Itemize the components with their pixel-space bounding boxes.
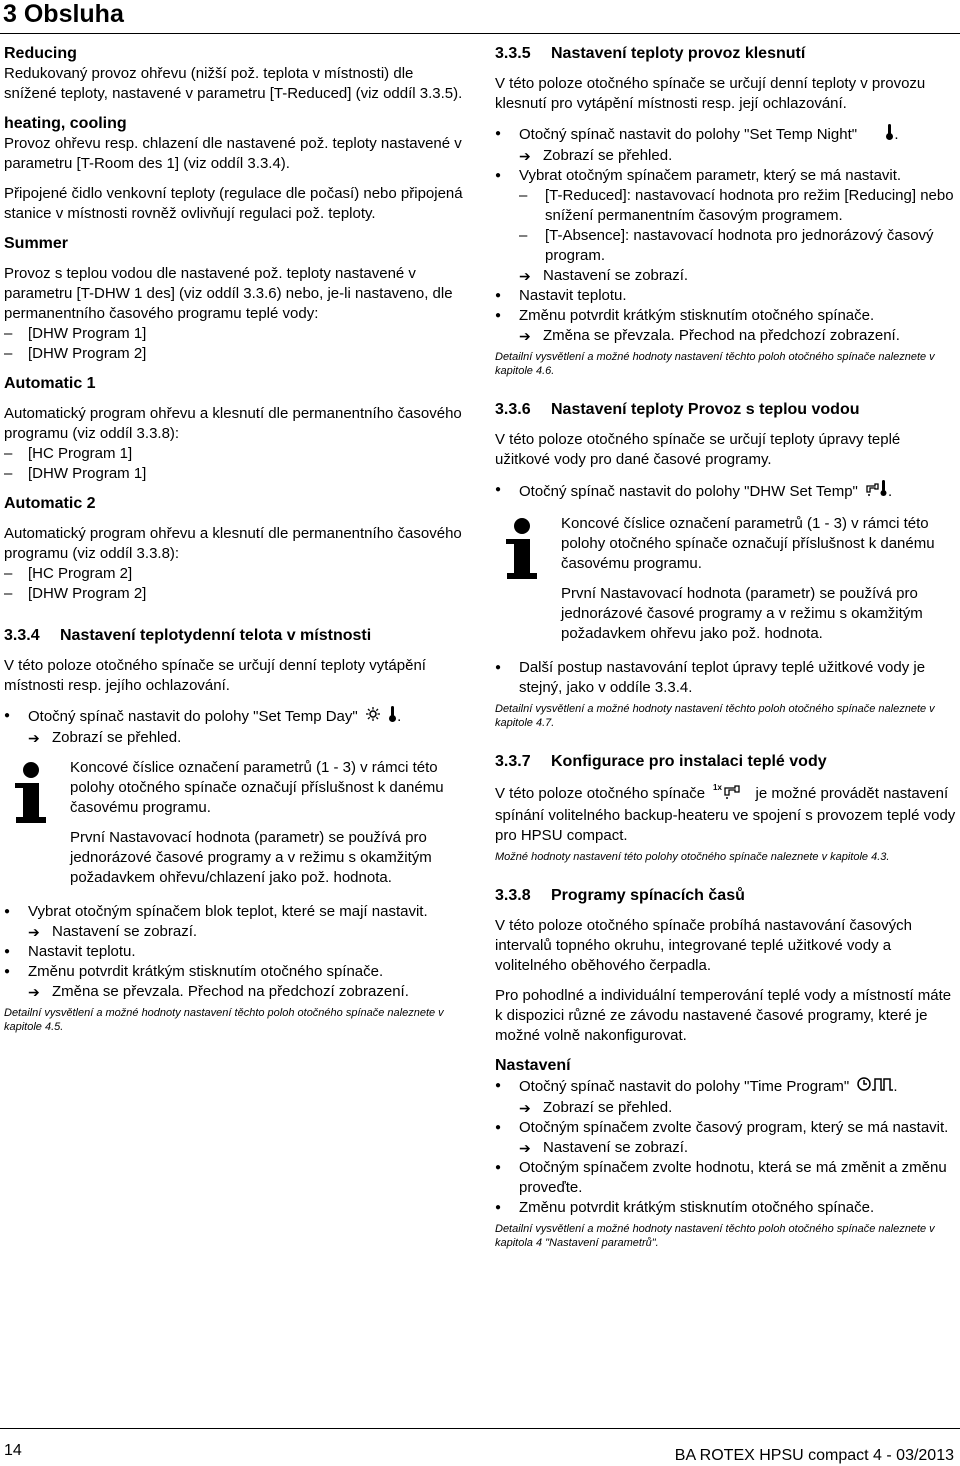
reducing-text: Redukovaný provoz ohřevu (nižší pož. teplota v místnosti) dle snížené teploty, nastavené v parametru [T-Reduced] (viz oddíl 3.3.5). xyxy=(4,65,463,102)
section-title: Konfigurace pro instalaci teplé vody xyxy=(551,753,827,770)
footnote: Detailní vysvětlení a možné hodnoty nastavení těchto poloh otočného spínače naleznete v kapitole 4.5. xyxy=(4,1007,444,1033)
section-title: Nastavení teploty provoz klesnutí xyxy=(551,45,806,62)
list-item: – [T-Reduced]: nastavovací hodnota pro režim [Reducing] nebo snížení permanentním časovým programem. xyxy=(495,186,957,226)
section-number: 3.3.4 xyxy=(4,627,40,644)
auto2-list xyxy=(4,564,466,604)
list-item: – [DHW Program 2] xyxy=(4,584,466,604)
list-item: – [DHW Program 1] xyxy=(4,324,466,344)
step-item: ● Otočným spínačem zvolte hodnotu, která se má změnit a změnu proveďte. xyxy=(495,1158,957,1198)
svg-text:1x: 1x xyxy=(713,783,723,792)
auto1-text: Automatický program ohřevu a klesnutí dle permanentního časového programu (viz oddíl 3.3.8): xyxy=(4,405,462,442)
section-heading-337 xyxy=(495,752,957,772)
heating-text: Provoz ohřevu resp. chlazení dle nastavené pož. teploty nastavené v parametru [T-Room des 1] (viz oddíl 3.3.4). xyxy=(4,135,462,172)
steps-list xyxy=(4,902,466,1002)
step-item: ● Otočný spínač nastavit do polohy "Set Temp Day" . xyxy=(4,706,466,728)
step-item: ● Změnu potvrdit krátkým stisknutím otočného spínače. xyxy=(495,306,957,326)
result-item: ➔ Zobrazí se přehled. xyxy=(4,728,466,748)
result-item: ➔ Změna se převzala. Přechod na předchozí zobrazení. xyxy=(495,326,957,346)
result-item: ➔ Zobrazí se přehled. xyxy=(495,1098,957,1118)
document-id: BA ROTEX HPSU compact 4 - 03/2013 xyxy=(674,1447,954,1464)
step-item: ● Další postup nastavování teplot úpravy teplé užitkové vody je stejný, jako v oddíle 3.3.4. xyxy=(495,658,957,698)
paragraph: Pro pohodlné a individuální temperování teplé vody a místností máte k dispozici různé ze závodu nastavené časové programy, které je možné volně nakonfigurovat. xyxy=(495,987,952,1044)
auto2-text: Automatický program ohřevu a klesnutí dle permanentního časového programu (viz oddíl 3.3.8): xyxy=(4,525,462,562)
section-intro: V této poloze otočného spínače se určují denní teploty vytápění místnosti resp. jejího ochlazování. xyxy=(4,657,426,694)
result-item: ➔ Nastavení se zobrazí. xyxy=(4,922,466,942)
info-box xyxy=(495,514,957,644)
section-title: Programy spínacích časů xyxy=(551,887,745,904)
info-icon xyxy=(507,518,541,579)
paragraph: V této poloze otočného spínače probíhá nastavování časových intervalů topného okruhu, integrované teplé užitkové vody a volitelného oběhového čerpadla. xyxy=(495,917,912,974)
backup-heater-icon xyxy=(713,782,751,806)
sun-icon xyxy=(366,707,380,727)
info-text: První Nastavovací hodnota (parametr) se používá pro jednorázové časové programy a v režimu s okamžitým požadavkem ohřevu jako pož. hodnota. xyxy=(561,585,923,642)
section-heading-338 xyxy=(495,886,957,906)
info-icon xyxy=(16,762,50,823)
moon-icon xyxy=(865,125,877,145)
step-item: ● Vybrat otočným spínačem blok teplot, které se mají nastavit. xyxy=(4,902,466,922)
step-item: ● Otočný spínač nastavit do polohy "Set Temp Night" . xyxy=(495,124,957,146)
section-number: 3.3.6 xyxy=(495,401,531,418)
footnote: Detailní vysvětlení a možné hodnoty nastavení těchto poloh otočného spínače naleznete v kapitole 4.6. xyxy=(495,351,935,377)
step-item: ● Otočný spínač nastavit do polohy "Time Program" . xyxy=(495,1076,957,1098)
steps-list xyxy=(4,706,466,748)
info-text: Koncové číslice označení parametrů (1 - 3) v rámci této polohy otočného spínače označují příslušnost k danému časovému programu. xyxy=(561,515,935,572)
page-header xyxy=(0,0,960,34)
footnote: Detailní vysvětlení a možné hodnoty nastavení těchto poloh otočného spínače naleznete v kapitola 4 "Nastavení parametrů". xyxy=(495,1223,935,1249)
result-item: ➔ Změna se převzala. Přechod na předchozí zobrazení. xyxy=(4,982,466,1002)
section-title: Nastavení teplotydenní telota v místnosti xyxy=(60,627,372,644)
tap-thermometer-icon xyxy=(866,480,888,504)
nastaveni-title: Nastavení xyxy=(495,1057,571,1074)
auto2-title: Automatic 2 xyxy=(4,495,96,512)
list-item: – [HC Program 1] xyxy=(4,444,466,464)
section-number: 3.3.7 xyxy=(495,753,531,770)
list-item: – [DHW Program 1] xyxy=(4,464,466,484)
heating-title: heating, cooling xyxy=(4,115,127,132)
list-item: – [HC Program 2] xyxy=(4,564,466,584)
section-number: 3.3.5 xyxy=(495,45,531,62)
left-column xyxy=(4,44,466,1048)
time-program-icon xyxy=(857,1076,893,1098)
auto1-title: Automatic 1 xyxy=(4,375,96,392)
step-item: ● Změnu potvrdit krátkým stisknutím otočného spínače. xyxy=(495,1198,957,1218)
page-number: 14 xyxy=(4,1442,22,1459)
list-item: – [T-Absence]: nastavovací hodnota pro jednorázový časový program. xyxy=(495,226,957,266)
reducing-title: Reducing xyxy=(4,45,77,62)
section-title: Nastavení teploty Provoz s teplou vodou xyxy=(551,401,860,418)
section-heading-336 xyxy=(495,400,957,420)
right-column xyxy=(495,44,957,1264)
chapter-title: 3 Obsluha xyxy=(3,0,124,28)
sensor-text: Připojené čidlo venkovní teploty (regulace dle počasí) nebo připojená stanice v místnosti rovněž ovlivňují regulaci pož. teploty. xyxy=(4,185,463,222)
result-item: ➔ Nastavení se zobrazí. xyxy=(495,266,957,286)
steps-list xyxy=(495,658,957,698)
footnote: Detailní vysvětlení a možné hodnoty nastavení těchto poloh otočného spínače naleznete v kapitole 4.7. xyxy=(495,703,935,729)
section-intro: V této poloze otočného spínače 1x je možné provádět nastavení spínání volitelného backup-heateru ve spojení s provozem teplé vody pro HPSU compact. xyxy=(495,783,956,844)
section-intro: V této poloze otočného spínače se určují teploty úpravy teplé užitkové vody pro dané časové programy. xyxy=(495,431,901,468)
steps-list xyxy=(495,480,957,504)
summer-list xyxy=(4,324,466,364)
step-item: ● Otočným spínačem zvolte časový program, který se má nastavit. xyxy=(495,1118,957,1138)
info-box xyxy=(4,758,466,888)
section-intro: V této poloze otočného spínače se určují denní teploty v provozu klesnutí pro vytápění místnosti resp. její ochlazování. xyxy=(495,75,926,112)
step-item: ● Změnu potvrdit krátkým stisknutím otočného spínače. xyxy=(4,962,466,982)
section-number: 3.3.8 xyxy=(495,887,531,904)
info-text: První Nastavovací hodnota (parametr) se používá pro jednorázové časové programy a v režimu s okamžitým požadavkem ohřevu/chlazení jako pož. hodnota. xyxy=(70,829,432,886)
step-item: ● Otočný spínač nastavit do polohy "DHW Set Temp" . xyxy=(495,480,957,504)
step-item: ● Vybrat otočným spínačem parametr, který se má nastavit. xyxy=(495,166,957,186)
section-heading-334 xyxy=(4,626,466,646)
footnote: Možné hodnoty nastavení této polohy otočného spínače naleznete v kapitole 4.3. xyxy=(495,851,890,863)
steps-list xyxy=(495,1076,957,1218)
result-item: ➔ Nastavení se zobrazí. xyxy=(495,1138,957,1158)
list-item: – [DHW Program 2] xyxy=(4,344,466,364)
summer-text: Provoz s teplou vodou dle nastavené pož. teploty nastavené v parametru [T-DHW 1 des] (viz oddíl 3.3.6) nebo, je-li nastaveno, dle permanentního časového programu teplé vody: xyxy=(4,265,453,322)
auto1-list xyxy=(4,444,466,484)
summer-title: Summer xyxy=(4,235,69,252)
result-item: ➔ Zobrazí se přehled. xyxy=(495,146,957,166)
thermometer-icon xyxy=(388,706,397,728)
steps-list xyxy=(495,124,957,346)
step-item: ● Nastavit teplotu. xyxy=(4,942,466,962)
section-heading-335 xyxy=(495,44,957,64)
info-text: Koncové číslice označení parametrů (1 - 3) v rámci této polohy otočného spínače označují příslušnost k danému časovému programu. xyxy=(70,759,444,816)
step-item: ● Nastavit teplotu. xyxy=(495,286,957,306)
footer-rule xyxy=(0,1428,960,1429)
